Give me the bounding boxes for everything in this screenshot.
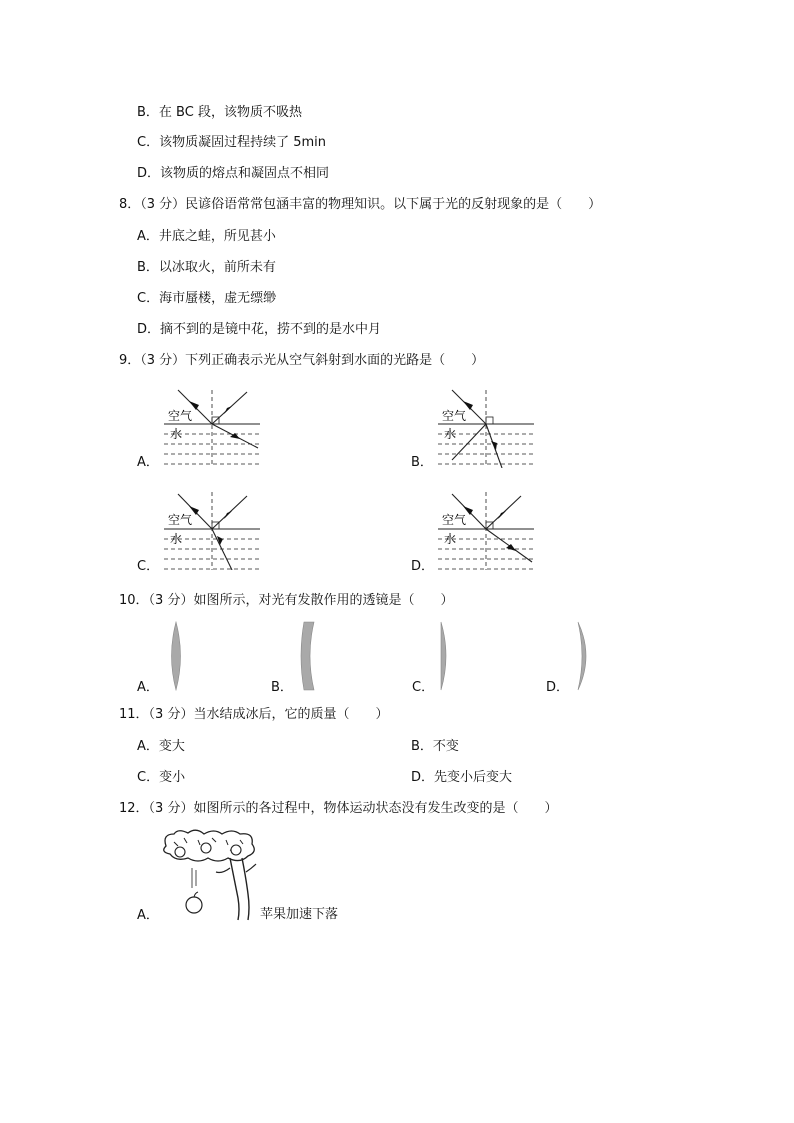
q9-b-water-label: 水 <box>444 427 457 441</box>
q10-label-d: D． <box>546 680 570 695</box>
q10-label-a: A． <box>137 680 159 695</box>
q9-label-b: B． <box>411 455 433 470</box>
q11-option-d: D．先变小后变大 <box>411 770 513 785</box>
q11-stem: 11．（3 分）当水结成冰后，它的质量（ ） <box>119 707 389 722</box>
q8-stem: 8．（3 分）民谚俗语常常包涵丰富的物理知识。以下属于光的反射现象的是（ ） <box>119 197 602 212</box>
q11-option-a: A．变大 <box>137 739 185 754</box>
q8-option-c: C．海市蜃楼，虚无缥缈 <box>137 291 277 306</box>
q12-apple-tree-illustration <box>160 828 260 923</box>
q7-option-c: C．该物质凝固过程持续了 5min <box>137 135 326 150</box>
q10-lens-b-concave <box>298 620 320 692</box>
q10-lens-a-biconvex <box>165 620 187 692</box>
q9-c-air-label: 空气 <box>168 513 193 527</box>
q9-label-a: A． <box>137 455 159 470</box>
q9-a-water-label: 水 <box>170 427 183 441</box>
q8-option-d: D．摘不到的是镜中花，捞不到的是水中月 <box>137 322 382 337</box>
q9-stem: 9．（3 分）下列正确表示光从空气斜射到水面的光路是（ ） <box>119 353 485 368</box>
q10-label-b: B． <box>271 680 293 695</box>
q9-diagram-a <box>160 388 265 468</box>
q8-option-a: A．井底之蛙，所见甚小 <box>137 229 276 244</box>
q12-stem: 12．（3 分）如图所示的各过程中，物体运动状态没有发生改变的是（ ） <box>119 801 558 816</box>
q8-option-b: B．以冰取火，前所未有 <box>137 260 276 275</box>
q9-c-water-label: 水 <box>170 532 183 546</box>
q12-label-a: A． <box>137 908 159 923</box>
q9-d-water-label: 水 <box>444 532 457 546</box>
q9-diagram-c <box>160 490 265 570</box>
q12-caption-a: 苹果加速下落 <box>260 907 339 922</box>
q11-option-c: C．变小 <box>137 770 186 785</box>
q10-lens-d-meniscus <box>572 620 594 692</box>
q10-stem: 10．（3 分）如图所示，对光有发散作用的透镜是（ ） <box>119 593 454 608</box>
q9-a-air-label: 空气 <box>168 409 193 423</box>
q9-label-c: C． <box>137 559 160 574</box>
q9-d-air-label: 空气 <box>442 513 467 527</box>
q11-option-b: B．不变 <box>411 739 459 754</box>
q10-lens-c-plano-convex <box>437 620 453 692</box>
q10-label-c: C． <box>412 680 435 695</box>
q7-option-d: D．该物质的熔点和凝固点不相同 <box>137 166 330 181</box>
q9-diagram-b <box>434 388 539 468</box>
q9-label-d: D． <box>411 559 435 574</box>
q9-b-air-label: 空气 <box>442 409 467 423</box>
q9-diagram-d <box>434 490 539 570</box>
q7-option-b: B．在 BC 段，该物质不吸热 <box>137 105 302 120</box>
